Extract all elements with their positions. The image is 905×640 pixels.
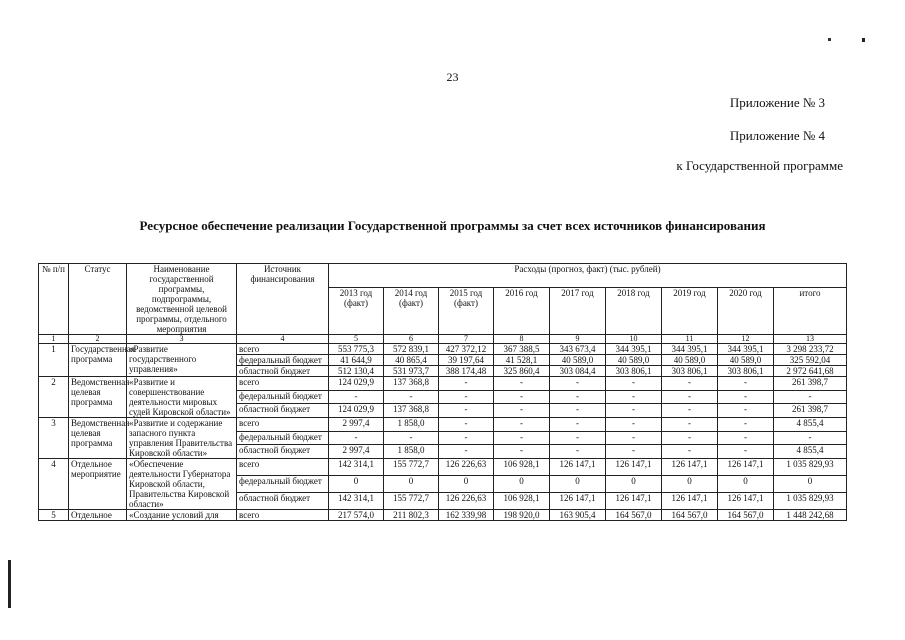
table-row <box>39 459 847 476</box>
row-status: Ведомственная целевая программа <box>69 418 127 459</box>
header-status: Статус <box>69 264 127 335</box>
value-cell: - <box>606 431 662 445</box>
value-cell: - <box>494 418 550 432</box>
row-source: всего <box>237 344 329 355</box>
value-cell: 0 <box>774 476 847 493</box>
column-number: 2 <box>69 335 127 344</box>
value-cell: - <box>662 404 718 418</box>
value-cell: 2 997,4 <box>329 418 384 432</box>
value-cell: - <box>606 445 662 459</box>
row-name: «Создание условий для <box>127 510 237 521</box>
value-cell: 303 806,1 <box>606 366 662 377</box>
value-cell: - <box>439 445 494 459</box>
value-cell: 303 084,4 <box>550 366 606 377</box>
header-year: 2016 год <box>494 288 550 335</box>
row-name: «Развитие и совершенствование деятельности мировых судей Кировской области» <box>127 377 237 418</box>
value-cell: - <box>774 390 847 404</box>
value-cell: 0 <box>494 476 550 493</box>
value-cell: 142 314,1 <box>329 459 384 476</box>
value-cell: 0 <box>439 476 494 493</box>
value-cell: 553 775,3 <box>329 344 384 355</box>
row-source: областной бюджет <box>237 366 329 377</box>
value-cell: 0 <box>329 476 384 493</box>
appendix-line-1: Приложение № 3 <box>729 95 825 110</box>
value-cell: 211 802,3 <box>384 510 439 521</box>
value-cell: 3 298 233,72 <box>774 344 847 355</box>
value-cell: - <box>439 377 494 391</box>
value-cell: - <box>494 377 550 391</box>
column-number: 5 <box>329 335 384 344</box>
value-cell: 1 858,0 <box>384 445 439 459</box>
value-cell: - <box>774 431 847 445</box>
value-cell: 40 865,4 <box>384 355 439 366</box>
table-row <box>39 418 847 432</box>
value-cell: 343 673,4 <box>550 344 606 355</box>
value-cell: - <box>550 377 606 391</box>
row-source: областной бюджет <box>237 445 329 459</box>
value-cell: 344 395,1 <box>606 344 662 355</box>
header-year: итого <box>774 288 847 335</box>
value-cell: 325 860,4 <box>494 366 550 377</box>
row-num: 2 <box>39 377 69 418</box>
value-cell: - <box>718 377 774 391</box>
value-cell: 40 589,0 <box>550 355 606 366</box>
column-number: 10 <box>606 335 662 344</box>
value-cell: - <box>718 404 774 418</box>
value-cell: 40 589,0 <box>606 355 662 366</box>
row-name: «Развитие и содержание запасного пункта управления Правительства Кировской области» <box>127 418 237 459</box>
value-cell: - <box>606 418 662 432</box>
value-cell: 164 567,0 <box>718 510 774 521</box>
value-cell: - <box>606 404 662 418</box>
column-number: 8 <box>494 335 550 344</box>
value-cell: 126 147,1 <box>606 493 662 510</box>
value-cell: - <box>494 445 550 459</box>
column-number: 6 <box>384 335 439 344</box>
header-year: 2013 год (факт) <box>329 288 384 335</box>
value-cell: 142 314,1 <box>329 493 384 510</box>
row-source: федеральный бюджет <box>237 390 329 404</box>
header-year: 2018 год <box>606 288 662 335</box>
header-num: № п/п <box>39 264 69 335</box>
value-cell: 39 197,64 <box>439 355 494 366</box>
column-number: 7 <box>439 335 494 344</box>
value-cell: - <box>662 390 718 404</box>
value-cell: 106 928,1 <box>494 459 550 476</box>
row-num: 1 <box>39 344 69 377</box>
row-name: «Развитие государственного управления» <box>127 344 237 377</box>
value-cell: 41 528,1 <box>494 355 550 366</box>
value-cell: - <box>494 404 550 418</box>
header-name: Наименование государственной программы, подпрограммы, ведомственной целевой программы, отдельного мероприятия <box>127 264 237 335</box>
value-cell: 124 029,9 <box>329 404 384 418</box>
value-cell: 126 147,1 <box>662 459 718 476</box>
row-status: Отдельное мероприятие <box>69 459 127 510</box>
row-source: всего <box>237 418 329 432</box>
value-cell: 164 567,0 <box>606 510 662 521</box>
value-cell: 137 368,8 <box>384 377 439 391</box>
value-cell: 0 <box>384 476 439 493</box>
value-cell: - <box>662 418 718 432</box>
column-number: 12 <box>718 335 774 344</box>
column-number: 3 <box>127 335 237 344</box>
value-cell: - <box>550 404 606 418</box>
value-cell: 162 339,98 <box>439 510 494 521</box>
value-cell: 4 855,4 <box>774 445 847 459</box>
row-source: всего <box>237 377 329 391</box>
header-year: 2017 год <box>550 288 606 335</box>
value-cell: 303 806,1 <box>662 366 718 377</box>
value-cell: 1 448 242,68 <box>774 510 847 521</box>
value-cell: - <box>718 418 774 432</box>
row-source: федеральный бюджет <box>237 431 329 445</box>
value-cell: - <box>718 431 774 445</box>
column-number: 1 <box>39 335 69 344</box>
document-title: Ресурсное обеспечение реализации Государственной программы за счет всех источников финансирования <box>139 218 766 233</box>
value-cell: 126 147,1 <box>718 459 774 476</box>
value-cell: - <box>494 390 550 404</box>
header-year: 2014 год (факт) <box>384 288 439 335</box>
value-cell: 1 035 829,93 <box>774 493 847 510</box>
value-cell: 531 973,7 <box>384 366 439 377</box>
column-number: 4 <box>237 335 329 344</box>
value-cell: 126 147,1 <box>718 493 774 510</box>
table-row <box>39 510 847 521</box>
value-cell: 2 997,4 <box>329 445 384 459</box>
row-num: 3 <box>39 418 69 459</box>
value-cell: - <box>550 390 606 404</box>
page-number: 23 <box>446 70 459 84</box>
value-cell: 261 398,7 <box>774 377 847 391</box>
row-source: всего <box>237 459 329 476</box>
value-cell: - <box>329 431 384 445</box>
value-cell: 155 772,7 <box>384 493 439 510</box>
value-cell: 4 855,4 <box>774 418 847 432</box>
value-cell: 106 928,1 <box>494 493 550 510</box>
row-source: федеральный бюджет <box>237 355 329 366</box>
value-cell: 126 226,63 <box>439 493 494 510</box>
value-cell: - <box>384 431 439 445</box>
value-cell: 344 395,1 <box>662 344 718 355</box>
row-num: 4 <box>39 459 69 510</box>
value-cell: 427 372,12 <box>439 344 494 355</box>
column-number: 9 <box>550 335 606 344</box>
row-source: областной бюджет <box>237 493 329 510</box>
appendix-line-3: к Государственной программе <box>676 158 843 173</box>
column-number: 13 <box>774 335 847 344</box>
value-cell: 126 147,1 <box>550 459 606 476</box>
value-cell: 126 147,1 <box>606 459 662 476</box>
value-cell: 2 972 641,68 <box>774 366 847 377</box>
column-number: 11 <box>662 335 718 344</box>
value-cell: 0 <box>606 476 662 493</box>
value-cell: 572 839,1 <box>384 344 439 355</box>
value-cell: 512 130,4 <box>329 366 384 377</box>
row-source: всего <box>237 510 329 521</box>
value-cell: - <box>662 445 718 459</box>
value-cell: 40 589,0 <box>662 355 718 366</box>
value-cell: - <box>550 431 606 445</box>
table-row <box>39 344 847 355</box>
value-cell: 0 <box>550 476 606 493</box>
value-cell: - <box>439 418 494 432</box>
value-cell: - <box>439 390 494 404</box>
value-cell: 367 388,5 <box>494 344 550 355</box>
header-expenses: Расходы (прогноз, факт) (тыс. рублей) <box>329 264 847 288</box>
value-cell: 40 589,0 <box>718 355 774 366</box>
value-cell: 163 905,4 <box>550 510 606 521</box>
value-cell: 261 398,7 <box>774 404 847 418</box>
row-source: областной бюджет <box>237 404 329 418</box>
scan-margin-mark <box>8 560 11 608</box>
value-cell: 388 174,48 <box>439 366 494 377</box>
row-status: Отдельное <box>69 510 127 521</box>
header-year: 2015 год (факт) <box>439 288 494 335</box>
value-cell: 164 567,0 <box>662 510 718 521</box>
value-cell: 0 <box>718 476 774 493</box>
row-name: «Обеспечение деятельности Губернатора Кировской области, Правительства Кировской области» <box>127 459 237 510</box>
value-cell: 41 644,9 <box>329 355 384 366</box>
header-year: 2020 год <box>718 288 774 335</box>
header-source: Источник финансирования <box>237 264 329 335</box>
value-cell: 0 <box>662 476 718 493</box>
value-cell: 126 147,1 <box>550 493 606 510</box>
value-cell: - <box>662 377 718 391</box>
value-cell: - <box>550 445 606 459</box>
appendix-line-2: Приложение № 4 <box>729 128 825 143</box>
value-cell: - <box>550 418 606 432</box>
row-source: федеральный бюджет <box>237 476 329 493</box>
value-cell: - <box>606 390 662 404</box>
value-cell: - <box>384 390 439 404</box>
value-cell: - <box>494 431 550 445</box>
row-status: Государственная программа <box>69 344 127 377</box>
value-cell: 198 920,0 <box>494 510 550 521</box>
value-cell: - <box>439 404 494 418</box>
scan-speck <box>862 38 865 42</box>
value-cell: 126 226,63 <box>439 459 494 476</box>
resource-table <box>38 263 847 521</box>
header-year: 2019 год <box>662 288 718 335</box>
value-cell: 126 147,1 <box>662 493 718 510</box>
value-cell: 344 395,1 <box>718 344 774 355</box>
value-cell: 325 592,04 <box>774 355 847 366</box>
value-cell: 137 368,8 <box>384 404 439 418</box>
value-cell: 303 806,1 <box>718 366 774 377</box>
scan-speck <box>828 38 831 41</box>
value-cell: 1 858,0 <box>384 418 439 432</box>
value-cell: 1 035 829,93 <box>774 459 847 476</box>
value-cell: - <box>662 431 718 445</box>
row-num: 5 <box>39 510 69 521</box>
value-cell: - <box>718 445 774 459</box>
table-row <box>39 377 847 391</box>
value-cell: - <box>718 390 774 404</box>
row-status: Ведомственная целевая программа <box>69 377 127 418</box>
value-cell: - <box>606 377 662 391</box>
value-cell: 124 029,9 <box>329 377 384 391</box>
value-cell: - <box>439 431 494 445</box>
value-cell: - <box>329 390 384 404</box>
value-cell: 217 574,0 <box>329 510 384 521</box>
value-cell: 155 772,7 <box>384 459 439 476</box>
